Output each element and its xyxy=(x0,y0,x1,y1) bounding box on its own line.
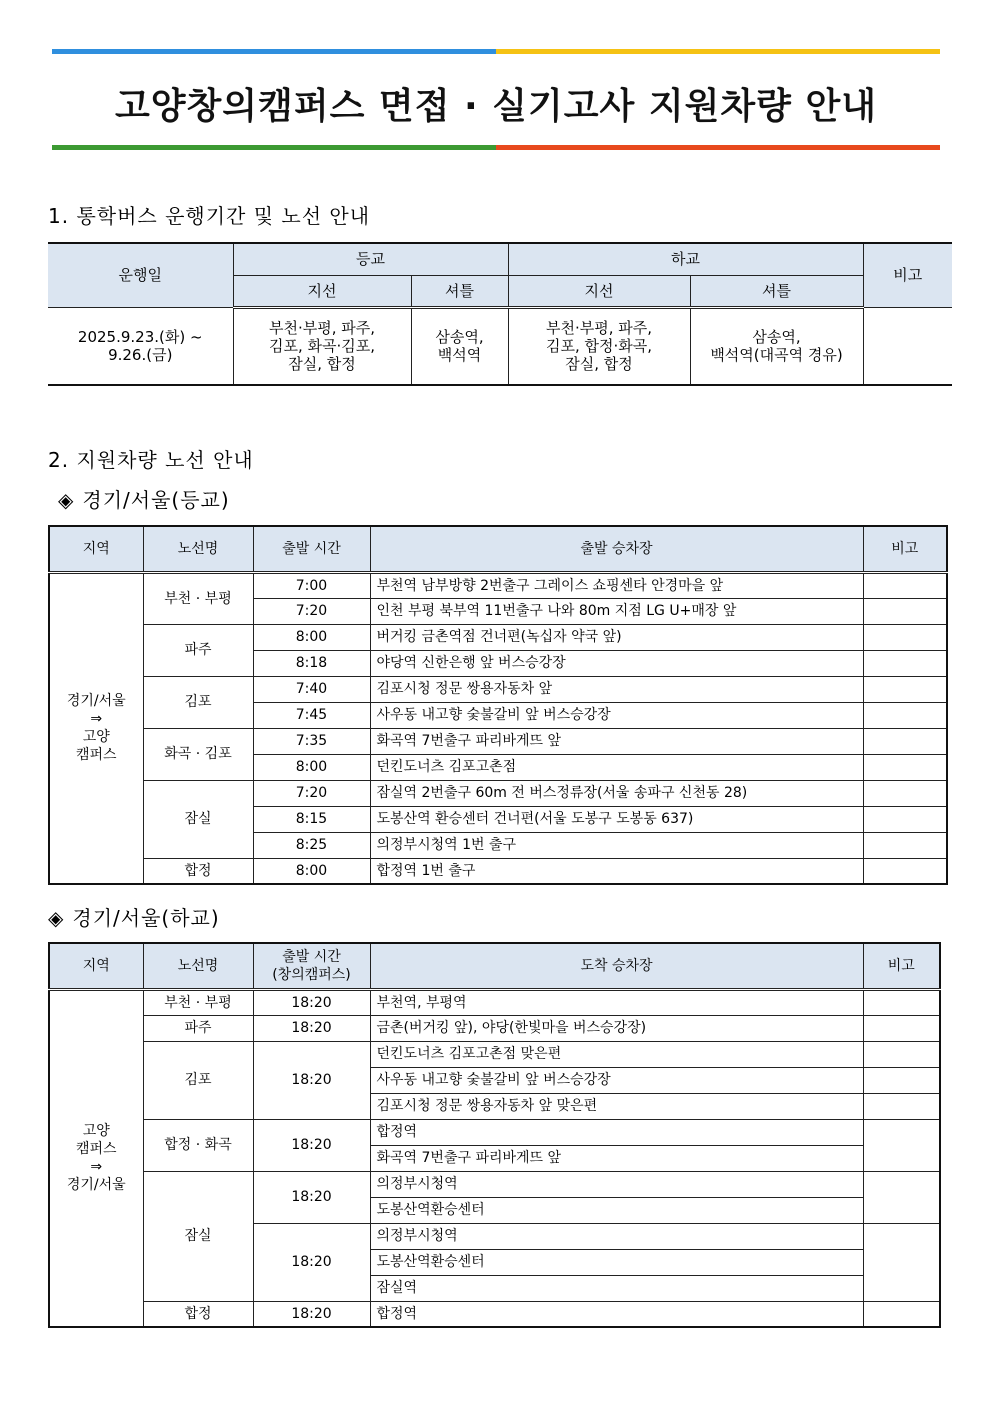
bottom-bar-green xyxy=(52,145,496,150)
text-line: 캠퍼스 xyxy=(75,747,117,764)
header-region: 지역 xyxy=(49,943,143,989)
time-cell: 18:20 xyxy=(253,1301,370,1327)
text-line: 삼송역, xyxy=(435,328,484,347)
stop-cell: 합정역 1번 출구 xyxy=(370,858,863,884)
stop-cell: 의정부시청역 1번 출구 xyxy=(370,832,863,858)
text-line: 부천·부평, 파주, xyxy=(546,319,653,338)
note-cell xyxy=(863,1301,940,1327)
header-go: 등교 xyxy=(233,243,508,275)
header-go-shuttle: 셔틀 xyxy=(411,275,508,307)
text-line: 삼송역, xyxy=(752,328,801,347)
note-cell xyxy=(863,728,947,754)
route-cell: 화곡 · 김포 xyxy=(143,728,253,780)
stop-cell: 야당역 신한은행 앞 버스승강장 xyxy=(370,650,863,676)
date-line: 9.26.(금) xyxy=(108,345,173,364)
region-cell xyxy=(49,572,143,884)
route-cell: 잠실 xyxy=(143,1171,253,1301)
time-cell: 8:00 xyxy=(253,754,370,780)
header-return: 하교 xyxy=(508,243,863,275)
header-day: 운행일 xyxy=(48,243,233,307)
stop-cell: 김포시청 정문 쌍용자동차 앞 xyxy=(370,676,863,702)
note-cell xyxy=(863,1119,940,1171)
note-cell xyxy=(863,1093,940,1119)
note-cell xyxy=(863,989,940,1015)
note-cell xyxy=(863,858,947,884)
header-route: 노선명 xyxy=(143,526,253,572)
note-cell xyxy=(863,650,947,676)
text-line: 캠퍼스 xyxy=(75,1141,117,1158)
go-shuttle-cell xyxy=(411,307,508,385)
header-return-branch: 지선 xyxy=(508,275,690,307)
stop-cell: 던킨도너츠 김포고촌점 맞은편 xyxy=(370,1041,863,1067)
return-route-table xyxy=(48,942,941,1328)
return-shuttle-cell xyxy=(690,307,863,385)
stop-cell: 도봉산역환승센터 xyxy=(370,1197,863,1223)
stop-cell: 도봉산역환승센터 xyxy=(370,1249,863,1275)
date-line: 2025.9.23.(화) ~ xyxy=(77,327,203,346)
stop-cell: 화곡역 7번출구 파리바게뜨 앞 xyxy=(370,728,863,754)
header-time xyxy=(253,943,370,989)
stop-cell: 의정부시청역 xyxy=(370,1171,863,1197)
arrow-icon: ⇒ xyxy=(90,711,103,728)
header-note: 비고 xyxy=(863,526,947,572)
time-cell: 18:20 xyxy=(253,989,370,1015)
bottom-bar-red xyxy=(496,145,940,150)
time-cell: 18:20 xyxy=(253,1041,370,1119)
note-cell xyxy=(863,1067,940,1093)
stop-cell: 잠실역 2번출구 60m 전 버스정류장(서울 송파구 신천동 28) xyxy=(370,780,863,806)
stop-cell: 사우동 내고향 숯불갈비 앞 버스승강장 xyxy=(370,1067,863,1093)
time-cell: 8:00 xyxy=(253,624,370,650)
stop-cell: 잠실역 xyxy=(370,1275,863,1301)
header-note: 비고 xyxy=(863,243,952,307)
top-bar-yellow xyxy=(496,49,940,54)
time-cell: 18:20 xyxy=(253,1171,370,1223)
note-cell xyxy=(863,806,947,832)
header-region: 지역 xyxy=(49,526,143,572)
note-cell xyxy=(863,702,947,728)
text-line: 잠실, 합정 xyxy=(288,355,356,374)
stop-cell: 사우동 내고향 숯불갈비 앞 버스승강장 xyxy=(370,702,863,728)
text-line: (창의캠퍼스) xyxy=(272,966,351,983)
stop-cell: 버거킹 금촌역점 건너편(녹십자 약국 앞) xyxy=(370,624,863,650)
stop-cell: 의정부시청역 xyxy=(370,1223,863,1249)
subsection-return xyxy=(48,902,220,931)
text-line: 경기/서울 xyxy=(66,693,126,710)
arrow-icon: ⇒ xyxy=(90,1159,103,1176)
time-cell: 7:20 xyxy=(253,598,370,624)
text-line: 고양 xyxy=(82,1123,110,1140)
route-cell: 부천 · 부평 xyxy=(143,989,253,1015)
route-cell: 잠실 xyxy=(143,780,253,858)
note-cell xyxy=(863,676,947,702)
note-cell xyxy=(863,754,947,780)
note-cell xyxy=(863,1041,940,1067)
time-cell: 7:35 xyxy=(253,728,370,754)
note-cell xyxy=(863,307,952,385)
stop-cell: 합정역 xyxy=(370,1119,863,1145)
time-cell: 8:18 xyxy=(253,650,370,676)
note-cell xyxy=(863,832,947,858)
time-cell: 18:20 xyxy=(253,1015,370,1041)
stop-cell: 합정역 xyxy=(370,1301,863,1327)
note-cell xyxy=(863,1015,940,1041)
diamond-icon: ◈ xyxy=(58,488,75,512)
time-cell: 7:40 xyxy=(253,676,370,702)
text-line: 백석역(대곡역 경유) xyxy=(710,346,843,365)
header-route: 노선명 xyxy=(143,943,253,989)
go-route-table xyxy=(48,525,948,885)
header-board: 출발 승차장 xyxy=(370,526,863,572)
note-cell xyxy=(863,1171,940,1223)
bus-schedule-table xyxy=(48,242,952,386)
time-cell: 18:20 xyxy=(253,1223,370,1301)
time-cell: 8:15 xyxy=(253,806,370,832)
route-cell: 파주 xyxy=(143,624,253,676)
header-time: 출발 시간 xyxy=(253,526,370,572)
header-arrive: 도착 승차장 xyxy=(370,943,863,989)
stop-cell: 던킨도너츠 김포고촌점 xyxy=(370,754,863,780)
stop-cell: 도봉산역 환승센터 건너편(서울 도봉구 도봉동 637) xyxy=(370,806,863,832)
header-go-branch: 지선 xyxy=(233,275,411,307)
date-cell xyxy=(48,307,233,385)
stop-cell: 금촌(버거킹 앞), 야당(한빛마을 버스승강장) xyxy=(370,1015,863,1041)
note-cell xyxy=(863,572,947,598)
go-branch-cell xyxy=(233,307,411,385)
route-cell: 합정 xyxy=(143,1301,253,1327)
note-cell xyxy=(863,624,947,650)
header-note: 비고 xyxy=(863,943,940,989)
route-cell: 합정 xyxy=(143,858,253,884)
route-cell: 부천 · 부평 xyxy=(143,572,253,624)
text-line: 고양 xyxy=(82,729,110,746)
subsection-return-label: 경기/서울(하교) xyxy=(72,906,220,930)
text-line: 김포, 합정·화곡, xyxy=(546,337,653,356)
region-cell xyxy=(49,989,143,1327)
route-cell: 파주 xyxy=(143,1015,253,1041)
stop-cell: 인천 부평 북부역 11번출구 나와 80m 지점 LG U+매장 앞 xyxy=(370,598,863,624)
text-line: 출발 시간 xyxy=(282,948,341,965)
time-cell: 8:00 xyxy=(253,858,370,884)
section2-heading: 2. 지원차량 노선 안내 xyxy=(48,448,254,472)
route-cell: 합정 · 화곡 xyxy=(143,1119,253,1171)
diamond-icon: ◈ xyxy=(48,906,65,930)
subsection-go-label: 경기/서울(등교) xyxy=(82,488,230,512)
time-cell: 18:20 xyxy=(253,1119,370,1171)
text-line: 잠실, 합정 xyxy=(565,355,633,374)
return-branch-cell xyxy=(508,307,690,385)
top-bar-blue xyxy=(52,49,496,54)
note-cell xyxy=(863,1223,940,1301)
time-cell: 7:45 xyxy=(253,702,370,728)
time-cell: 7:20 xyxy=(253,780,370,806)
section1-heading: 1. 통학버스 운행기간 및 노선 안내 xyxy=(48,204,371,228)
route-cell: 김포 xyxy=(143,676,253,728)
stop-cell: 김포시청 정문 쌍용자동차 앞 맞은편 xyxy=(370,1093,863,1119)
note-cell xyxy=(863,598,947,624)
text-line: 백석역 xyxy=(437,346,482,365)
subsection-go xyxy=(58,484,230,513)
text-line: 부천·부평, 파주, xyxy=(268,319,375,338)
header-return-shuttle: 셔틀 xyxy=(690,275,863,307)
page-title: 고양창의캠퍼스 면접 · 실기고사 지원차량 안내 xyxy=(114,86,878,127)
route-cell: 김포 xyxy=(143,1041,253,1119)
stop-cell: 부천역 남부방향 2번출구 그레이스 쇼핑센타 안경마을 앞 xyxy=(370,572,863,598)
stop-cell: 화곡역 7번출구 파리바게뜨 앞 xyxy=(370,1145,863,1171)
text-line: 김포, 화곡·김포, xyxy=(268,337,375,356)
time-cell: 8:25 xyxy=(253,832,370,858)
time-cell: 7:00 xyxy=(253,572,370,598)
stop-cell: 부천역, 부평역 xyxy=(370,989,863,1015)
text-line: 경기/서울 xyxy=(66,1177,126,1194)
note-cell xyxy=(863,780,947,806)
